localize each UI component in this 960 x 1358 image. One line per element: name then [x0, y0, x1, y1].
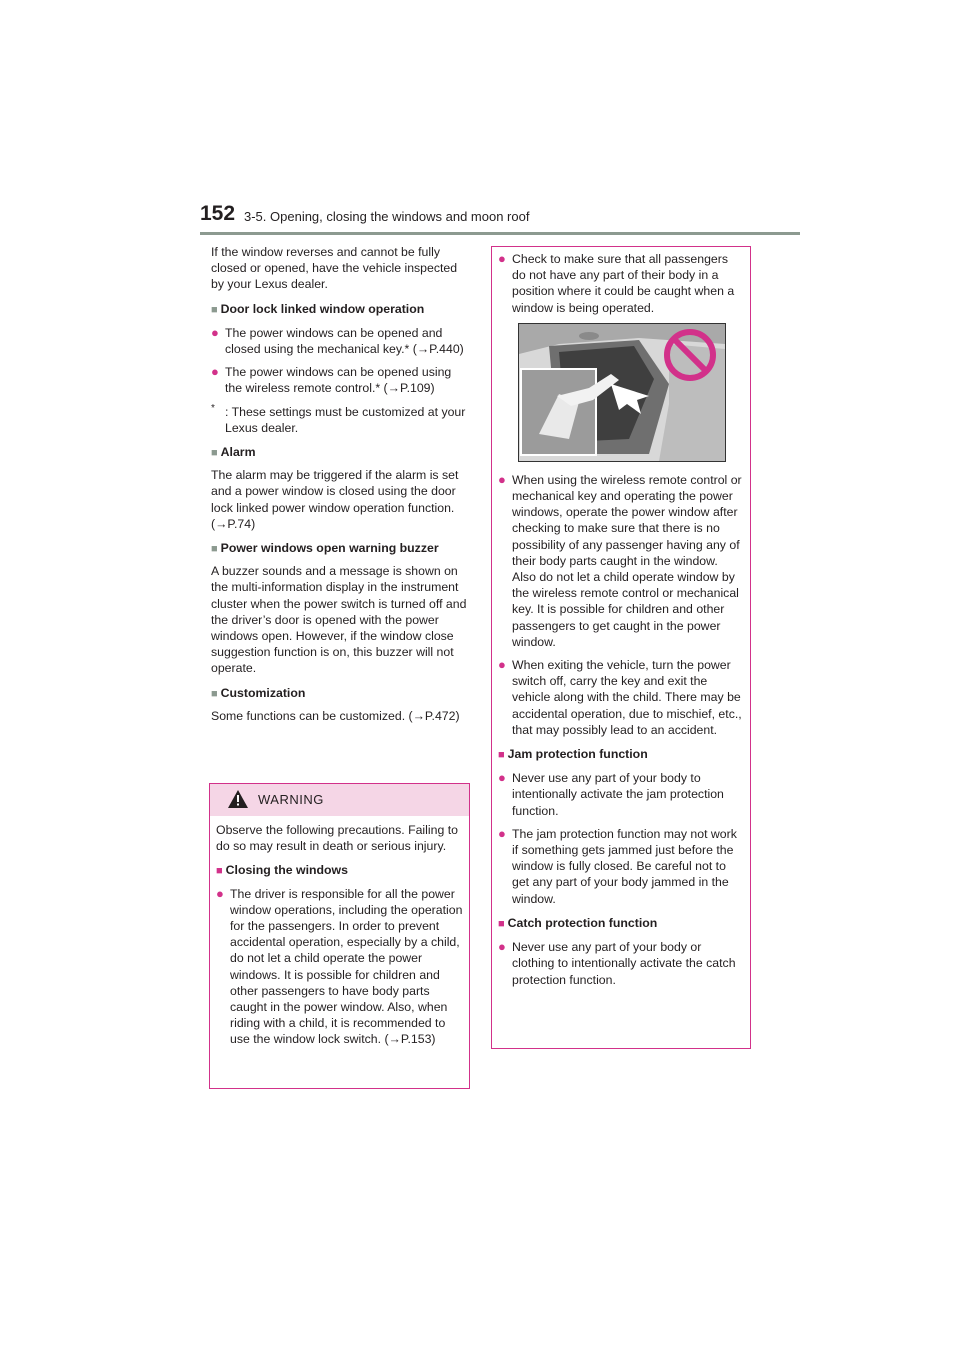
bullet-driver-responsible: ● The driver is responsible for all the power window operations, including the operation for the passengers. In order to prevent accidental operation, especially by a child, do not let a child operate the power windows. It is possible for children and other passengers to have body parts caught in the power window. Also, when riding with a child, it is recommended to use the window lock switch. (→P.153) — [216, 885, 463, 1047]
warning-title: WARNING — [258, 792, 324, 807]
header-rule — [200, 232, 800, 235]
heading-door-lock: ■ Door lock linked window operation — [211, 301, 425, 316]
footnote: * : These settings must be customized at your Lexus dealer. — [211, 402, 466, 435]
heading-closing-windows: ■ Closing the windows — [216, 863, 348, 878]
heading-catch-protection: ■ Catch protection function — [498, 915, 658, 930]
bullet-remote-operation: ● When using the wireless remote control or mechanical key and operating the power windows, operate the power window after checking to make sure that there is no possibility of any passenger having any of their body parts caught in the window. Also do not let a child operate window by the wireless remote control or mechanical key. It is possible for children and other passengers to get caught in the power window. — [498, 471, 742, 649]
warning-intro: Observe the following precautions. Failing to do so may result in death or serious injury. — [216, 823, 458, 854]
bullet-exiting-vehicle: ● When exiting the vehicle, turn the power switch off, carry the key and exit the vehicle along with the child. There may be accidental operation, due to mischief, etc., that may possibly lead to an accident. — [498, 657, 742, 737]
warning-header — [210, 784, 469, 816]
square-icon: ■ — [498, 917, 505, 930]
bullet-catch: ● Never use any part of your body or clothing to intentionally activate the catch protection function. — [498, 939, 736, 987]
heading-alarm: ■ Alarm — [211, 445, 256, 460]
window-hazard-illustration — [518, 323, 726, 462]
buzzer-text: A buzzer sounds and a message is shown on the multi-information display in the instrument cluster when the power switch is turned off and the driver’s door is opened with the power windows open. However, if the window close suggestion function is on, this buzzer will not operate. — [211, 564, 467, 676]
bullet-check-passengers: ● Check to make sure that all passengers do not have any part of their body in a position where it could be caught when a window is being operated. — [498, 251, 735, 315]
square-icon: ■ — [211, 543, 218, 556]
warning-box-continued — [491, 246, 751, 1049]
intro-text: If the window reverses and cannot be fully closed or opened, have the vehicle inspected by your Lexus dealer. — [211, 245, 458, 292]
bullet-dot-icon: ● — [498, 471, 506, 487]
customization-text: Some functions can be customized. (→P.472) — [211, 708, 460, 723]
alarm-text: The alarm may be triggered if the alarm is set and a power window is closed using the door lock linked power window operation function. (→P.74) — [211, 468, 459, 531]
bullet-dot-icon: ● — [498, 939, 506, 955]
heading-buzzer: ■ Power windows open warning buzzer — [211, 541, 439, 556]
bullet-dot-icon: ● — [216, 885, 224, 901]
left-column — [211, 244, 469, 724]
prohibited-icon — [663, 328, 717, 382]
square-icon: ■ — [211, 303, 218, 316]
bullet-dot-icon: ● — [498, 657, 506, 673]
heading-jam-protection: ■ Jam protection function — [498, 747, 648, 762]
square-icon: ■ — [211, 687, 218, 700]
warning-body — [210, 816, 469, 1048]
bullet-jam-2: ● The jam protection function may not work if something gets jammed just before the window is fully closed. Be careful not to get any part of your body jammed in the window. — [498, 825, 737, 906]
bullet-remote-control: ● The power windows can be opened using the wireless remote control.* (→P.109) — [211, 364, 452, 396]
square-icon: ■ — [211, 447, 218, 460]
page-number: 152 — [200, 202, 236, 225]
warning-box — [209, 783, 470, 1089]
bullet-dot-icon: ● — [498, 770, 506, 786]
warning-continued-body — [492, 247, 750, 988]
bullet-dot-icon: ● — [498, 251, 506, 266]
bullet-jam-1: ● Never use any part of your body to intentionally activate the jam protection function. — [498, 770, 724, 818]
bullet-dot-icon: ● — [498, 825, 506, 841]
bullet-dot-icon: ● — [211, 364, 219, 380]
square-icon: ■ — [216, 865, 223, 878]
warning-triangle-icon — [228, 790, 248, 808]
square-icon: ■ — [498, 749, 505, 762]
bullet-dot-icon: ● — [211, 324, 219, 340]
section-title: 3-5. Opening, closing the windows and moon roof — [244, 209, 530, 224]
bullet-mechanical-key: ● The power windows can be opened and closed using the mechanical key.* (→P.440) — [211, 324, 464, 357]
heading-customization: ■ Customization — [211, 685, 306, 700]
